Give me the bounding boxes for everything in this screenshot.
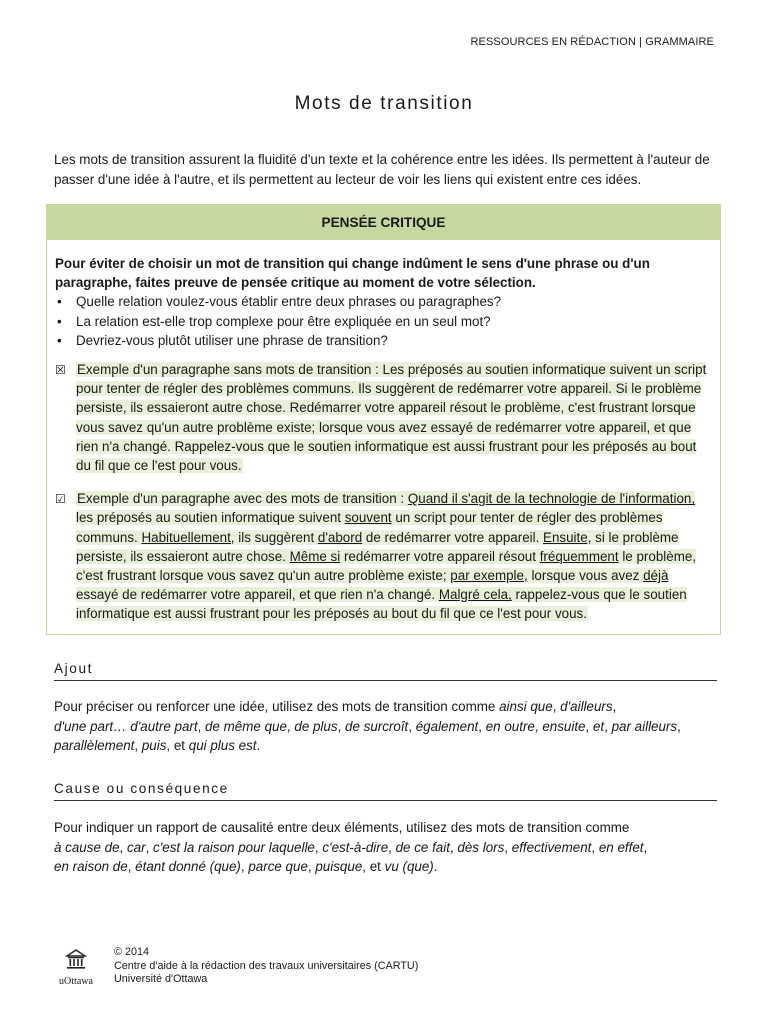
copyright: © 2014: [114, 946, 149, 958]
text-segment: ,: [604, 718, 612, 734]
text-segment: ,: [643, 839, 648, 855]
text-segment: .: [433, 859, 438, 874]
critical-thinking-heading: PENSÉE CRITIQUE: [47, 205, 720, 240]
section-text-addition: [54, 697, 719, 756]
text-segment: ,: [307, 859, 316, 874]
critical-thinking-box: [46, 204, 721, 635]
question-list: [55, 292, 710, 350]
page-title: Mots de transition: [294, 93, 474, 114]
text-segment: Pour préciser ou renforcer une idée, utilisez des mots de transition comme: [54, 699, 500, 714]
text-segment: ,: [134, 738, 142, 753]
transition-term: qui plus est: [188, 738, 257, 753]
text-segment: redémarrer votre appareil résout: [340, 548, 540, 564]
text-segment: .: [256, 738, 261, 753]
text-segment: Pour indiquer un rapport de causalité entre deux éléments, utilisez des mots de transition comme: [54, 820, 630, 835]
transition-term: étant donné (que): [135, 859, 241, 874]
text-segment: , et: [166, 738, 189, 753]
transition-term: de même que: [205, 718, 287, 734]
transition-term: d'ailleurs: [560, 699, 613, 714]
transition-term: parce que: [248, 859, 308, 874]
transition-word: d'abord: [317, 529, 363, 545]
text-segment: ,: [197, 718, 206, 734]
transition-word: Ensuite,: [543, 529, 592, 545]
transition-term: c'est la raison pour laquelle: [153, 839, 315, 855]
transition-term: par ailleurs: [611, 718, 678, 734]
transition-word: déjà: [643, 568, 669, 584]
text-segment: rappelez-vous que le soutien informatique est aussi frustrant pour les préposés au bout du fil que ce l'est pour vous.: [76, 587, 687, 622]
center-name: Centre d'aide à la rédaction des travaux universitaires (CARTU): [114, 959, 419, 972]
university-building-icon: [65, 948, 87, 970]
transition-term: également: [415, 718, 479, 734]
transition-term: vu (que): [384, 859, 434, 874]
example-with-transitions-text: [76, 491, 696, 621]
text-segment: les préposés au soutien informatique suivent: [76, 510, 345, 526]
transition-term: de surcroît: [345, 718, 409, 734]
list-item: • La relation est-elle trop complexe pour être expliquée en un seul mot?: [55, 312, 710, 331]
transition-term: puis: [141, 738, 167, 753]
critical-thinking-lead: Pour éviter de choisir un mot de transition qui change indûment le sens d'une phrase ou d'un paragraphe, faites preuve de pensée critique au moment de votre sélection.: [55, 256, 650, 291]
text-segment: ,: [286, 718, 295, 734]
text-segment: de redémarrer votre appareil.: [362, 529, 544, 545]
transition-term: et: [592, 718, 605, 734]
transition-term: ainsi que: [499, 699, 553, 714]
transition-word: Habituellement,: [141, 529, 235, 545]
list-item: • Quelle relation voulez-vous établir entre deux phrases ou paragraphes?: [55, 292, 710, 311]
text-segment: ,: [145, 839, 154, 855]
list-item: • Devriez-vous plutôt utiliser une phrase de transition?: [55, 331, 710, 350]
text-segment: ,: [534, 718, 543, 734]
text-segment: le problème, c'est frustrant lorsque vous savez qu'un autre problème existe;: [76, 548, 697, 584]
text-segment: ,: [504, 839, 512, 855]
transition-term: en raison de: [54, 859, 128, 874]
text-segment: Exemple d'un paragraphe avec des mots de transition :: [77, 491, 408, 507]
bullet-icon: •: [57, 294, 62, 310]
text-segment: ,: [337, 718, 346, 734]
text-segment: ,: [240, 859, 249, 874]
bullet-icon: •: [57, 313, 62, 329]
bullet-icon: •: [57, 332, 62, 348]
text-segment: si le problème persiste, ils essaieront autre chose.: [76, 529, 679, 564]
transition-word: Malgré cela,: [438, 587, 512, 603]
text-segment: ,: [119, 839, 127, 855]
text-segment: ,: [127, 859, 136, 874]
text-segment: essayé de redémarrer votre appareil, et que rien n'a changé.: [76, 587, 439, 603]
section-title-addition: Ajout: [54, 661, 717, 681]
text-segment: ,: [388, 839, 396, 855]
transition-term: puisque: [315, 859, 363, 874]
text-segment: ils suggèrent: [234, 529, 318, 545]
text-segment: ,: [677, 718, 681, 734]
text-segment: lorsque vous avez: [527, 568, 644, 584]
header-category: RESSOURCES EN RÉDACTION | GRAMMAIRE: [470, 36, 714, 48]
text-segment: ,: [408, 718, 416, 734]
transition-term: d'une part… d'autre part: [54, 718, 198, 734]
text-segment: , et: [362, 859, 385, 874]
footer-credits: [114, 946, 418, 987]
transition-term: effectivement: [511, 839, 592, 855]
critical-thinking-body: [47, 240, 720, 624]
transition-term: à cause de: [54, 839, 120, 855]
transition-word: Quand il s'agit de la technologie de l'information,: [407, 491, 696, 507]
transition-term: car: [126, 839, 146, 855]
text-segment: ,: [585, 718, 593, 734]
transition-term: en outre: [485, 718, 535, 734]
transition-term: en effet: [598, 839, 644, 855]
section-title-cause: Cause ou conséquence: [54, 781, 717, 801]
checked-box-icon: ☑: [55, 492, 66, 507]
transition-word: souvent: [344, 510, 392, 526]
example-with-transitions: [55, 489, 710, 623]
crossed-box-icon: ☒: [55, 363, 66, 378]
transition-word: fréquemment: [539, 548, 619, 564]
section-text-cause: [54, 818, 719, 877]
example-without-transitions-text: Exemple d'un paragraphe sans mots de transition : Les préposés au soutien informatique suivent un script pour tenter de régler des problèmes communs. Ils suggèrent de redémarrer votre appareil. Si le problème persiste, ils essaieront autre chose. Redémarrer votre appareil résout le problème, c'est frustrant lorsque vous savez qu'un autre problème existe; lorsque vous avez essayé de redémarrer votre appareil, et que rien n'a changé. Rappelez-vous que le soutien informatique est aussi frustrant pour les préposés au bout du fil que ce l'est pour vous.: [76, 362, 707, 474]
transition-term: de ce fait: [395, 839, 450, 855]
transition-term: ensuite: [542, 718, 586, 734]
transition-term: de plus: [294, 718, 338, 734]
logo-text: uOttawa: [59, 976, 93, 987]
text-segment: ,: [449, 839, 458, 855]
transition-word: par exemple,: [450, 568, 528, 584]
uottawa-logo: [54, 948, 98, 987]
intro-paragraph: Les mots de transition assurent la fluidité d'un texte et la cohérence entre les idées. Ils permettent à l'auteur de passer d'une idée à l'autre, et ils permettent au lecteur de voir les liens qui existent entre ces idées.: [54, 152, 710, 187]
university-name: Université d'Ottawa: [114, 973, 208, 985]
text-segment: un script pour tenter de régler des problèmes communs.: [76, 510, 663, 545]
transition-term: dès lors: [457, 839, 505, 855]
transition-word: Même si: [289, 548, 341, 564]
transition-term: c'est-à-dire: [322, 839, 389, 855]
transition-term: parallèlement: [54, 738, 135, 753]
text-segment: ,: [591, 839, 599, 855]
text-segment: ,: [314, 839, 323, 855]
text-segment: ,: [478, 718, 486, 734]
text-segment: ,: [612, 699, 617, 714]
example-without-transitions: [55, 360, 710, 475]
text-segment: ,: [552, 699, 561, 714]
